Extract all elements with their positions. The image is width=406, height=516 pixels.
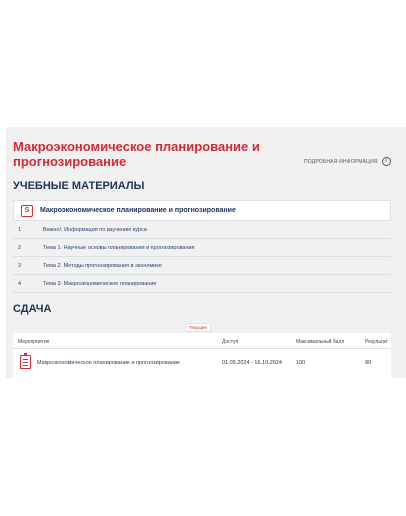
more-info-label: ПОДРОБНАЯ ИНФОРМАЦИЯ xyxy=(304,158,378,165)
submission-heading: СДАЧА xyxy=(13,303,52,315)
column-header-result: Результат xyxy=(365,339,388,345)
course-title: Макроэкономическое планирование и прогнозирование xyxy=(13,139,260,169)
materials-list xyxy=(13,221,391,293)
access-period: 01.05.2024 - 16.10.2024 xyxy=(222,360,282,366)
more-info-link[interactable] xyxy=(304,157,391,166)
list-item-number: 4 xyxy=(18,280,22,287)
document-icon: S xyxy=(21,205,33,217)
list-item[interactable] xyxy=(13,239,391,257)
result-value: 90 xyxy=(365,360,372,366)
clipboard-icon xyxy=(20,355,31,369)
max-score-value: 100 xyxy=(296,360,306,366)
list-item-label: Важно!. Информация по изучению курса xyxy=(43,226,147,233)
list-item-label: Тема 2. Методы прогнозирования в экономике xyxy=(43,262,162,269)
list-item[interactable] xyxy=(13,221,391,239)
list-item-number: 1 xyxy=(18,226,22,233)
column-header-max-score: Максимальный балл xyxy=(296,339,345,345)
list-item[interactable] xyxy=(13,257,391,275)
materials-card-title: Макроэкономическое планирование и прогнозирование xyxy=(40,207,236,214)
materials-heading: УЧЕБНЫЕ МАТЕРИАЛЫ xyxy=(13,180,145,192)
submission-table xyxy=(13,333,391,378)
column-header-access: Доступ xyxy=(222,339,239,345)
materials-card-header[interactable] xyxy=(13,200,391,221)
list-item-label: Тема 3. Макроэкономическое планирование xyxy=(43,280,157,287)
list-item-number: 2 xyxy=(18,244,22,251)
activity-link[interactable]: Макроэкономическое планирование и прогнозирование xyxy=(37,360,180,366)
list-item[interactable] xyxy=(13,275,391,293)
info-icon: i xyxy=(382,157,391,166)
column-header-activity: Мероприятие xyxy=(18,339,50,345)
list-item-label: Тема 1. Научные основы планирования и прогнозирования xyxy=(43,244,195,251)
list-item-number: 3 xyxy=(18,262,22,269)
header-divider xyxy=(13,348,391,349)
tab-current[interactable]: Текущие xyxy=(185,323,211,332)
course-panel xyxy=(6,127,406,378)
